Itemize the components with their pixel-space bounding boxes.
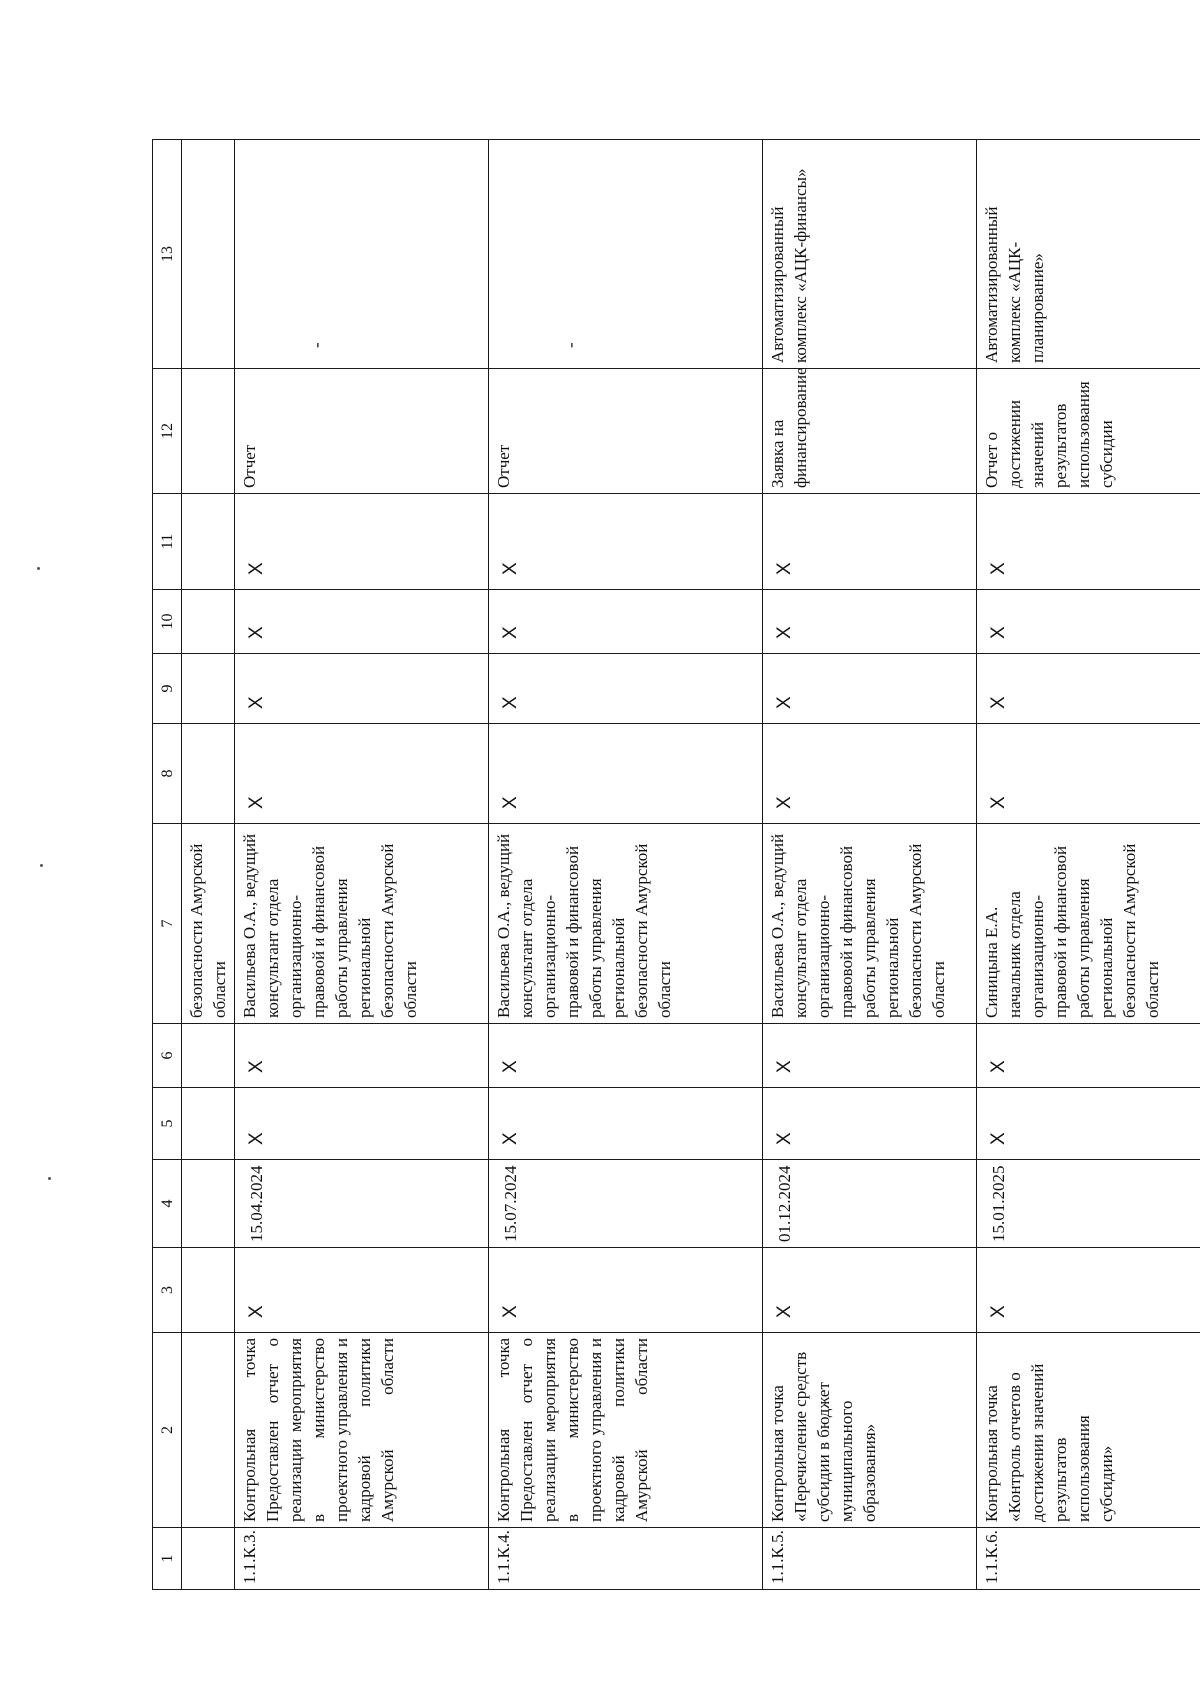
cross-mark: X [977, 654, 1200, 724]
header-cell: 4 [153, 1160, 182, 1248]
information-system: Автоматизированный комплекс «АЦК-планирование» [977, 140, 1200, 369]
cross-mark: X [235, 494, 489, 590]
cross-mark: X [977, 724, 1200, 824]
control-point-name: Контрольная точка Предоставлен отчет о реализации мероприятия в министерство проектного управления и кадровой политики Амурской области [235, 1333, 489, 1528]
cross-mark: X [763, 654, 977, 724]
control-points-table [152, 139, 1200, 1590]
speck-mark [48, 1177, 51, 1180]
cross-mark: X [489, 654, 763, 724]
table-cell [182, 724, 235, 824]
document-type: Отчет о достижении значений результатов использования субсидии [977, 369, 1200, 494]
speck-mark [37, 567, 40, 570]
control-point-name: Контрольная точка «Перечисление средств субсидии в бюджет муниципального образования» [763, 1333, 977, 1528]
table-cell [182, 1024, 235, 1088]
cross-mark: X [977, 1024, 1200, 1088]
continuation-row [182, 140, 235, 1590]
cross-mark: X [235, 1088, 489, 1160]
row-number: 1.1.К.6. [977, 1528, 1200, 1590]
table-cell [182, 654, 235, 724]
table-row [763, 140, 977, 1590]
header-cell: 5 [153, 1088, 182, 1160]
cross-mark: X [977, 1248, 1200, 1333]
row-number: 1.1.К.5. [763, 1528, 977, 1590]
cross-mark: X [489, 724, 763, 824]
header-cell: 13 [153, 140, 182, 369]
speck-mark [40, 864, 43, 867]
table-cell [182, 1088, 235, 1160]
cross-mark: X [235, 724, 489, 824]
cross-mark: X [977, 590, 1200, 654]
table-row [489, 140, 763, 1590]
cross-mark: X [235, 1248, 489, 1333]
cross-mark: X [977, 1088, 1200, 1160]
header-cell: 9 [153, 654, 182, 724]
table-cell [182, 1528, 235, 1590]
cross-mark: X [489, 590, 763, 654]
row-number: 1.1.К.4. [489, 1528, 763, 1590]
cross-mark: X [763, 724, 977, 824]
table-row [977, 140, 1200, 1590]
header-cell: 10 [153, 590, 182, 654]
header-cell: 11 [153, 494, 182, 590]
cross-mark: X [763, 1024, 977, 1088]
date-cell: 15.04.2024 [235, 1160, 489, 1248]
table-cell [182, 1160, 235, 1248]
table-cell [182, 494, 235, 590]
information-system: - [235, 140, 489, 369]
row-number: 1.1.К.3. [235, 1528, 489, 1590]
rotated-table-wrapper [152, 140, 1162, 1590]
date-cell: 01.12.2024 [763, 1160, 977, 1248]
document-type: Заявка на финансирование [763, 369, 977, 494]
responsible-person: Синицына Е.А. начальник отдела организационно-правовой и финансовой работы управления региональной безопасности Амурской области [977, 824, 1200, 1024]
cross-mark: X [489, 1088, 763, 1160]
cross-mark: X [489, 494, 763, 590]
header-cell: 8 [153, 724, 182, 824]
document-type: Отчет [235, 369, 489, 494]
header-cell: 2 [153, 1333, 182, 1528]
header-cell: 12 [153, 369, 182, 494]
responsible-person: Васильева О.А., ведущий консультант отдела организационно-правовой и финансовой работы управления региональной безопасности Амурской области [235, 824, 489, 1024]
cross-mark: X [235, 654, 489, 724]
cross-mark: X [489, 1248, 763, 1333]
cross-mark: X [489, 1024, 763, 1088]
cross-mark: X [763, 1248, 977, 1333]
header-cell: 1 [153, 1528, 182, 1590]
control-point-name: Контрольная точка Предоставлен отчет о реализации мероприятия в министерство проектного управления и кадровой политики Амурской области [489, 1333, 763, 1528]
table-cell [182, 1333, 235, 1528]
cross-mark: X [235, 1024, 489, 1088]
date-cell: 15.07.2024 [489, 1160, 763, 1248]
document-type: Отчет [489, 369, 763, 494]
cross-mark: X [763, 494, 977, 590]
cross-mark: X [235, 590, 489, 654]
cross-mark: X [763, 590, 977, 654]
responsible-continuation: безопасности Амурской области [182, 824, 235, 1024]
table-cell [182, 590, 235, 654]
date-cell: 15.01.2025 [977, 1160, 1200, 1248]
cross-mark: X [763, 1088, 977, 1160]
header-cell: 7 [153, 824, 182, 1024]
header-row [153, 140, 182, 1590]
table-cell [182, 369, 235, 494]
header-cell: 6 [153, 1024, 182, 1088]
control-point-name: Контрольная точка «Контроль отчетов о достижении значений результатов использования субсидии» [977, 1333, 1200, 1528]
information-system: - [489, 140, 763, 369]
table-row [235, 140, 489, 1590]
information-system: Автоматизированный комплекс «АЦК-финансы» [763, 140, 977, 369]
cross-mark: X [977, 494, 1200, 590]
header-cell: 3 [153, 1248, 182, 1333]
table-cell [182, 140, 235, 369]
table-cell [182, 1248, 235, 1333]
responsible-person: Васильева О.А., ведущий консультант отдела организационно-правовой и финансовой работы управления региональной безопасности Амурской области [489, 824, 763, 1024]
responsible-person: Васильева О.А., ведущий консультант отдела организационно-правовой и финансовой работы управления региональной безопасности Амурской области [763, 824, 977, 1024]
